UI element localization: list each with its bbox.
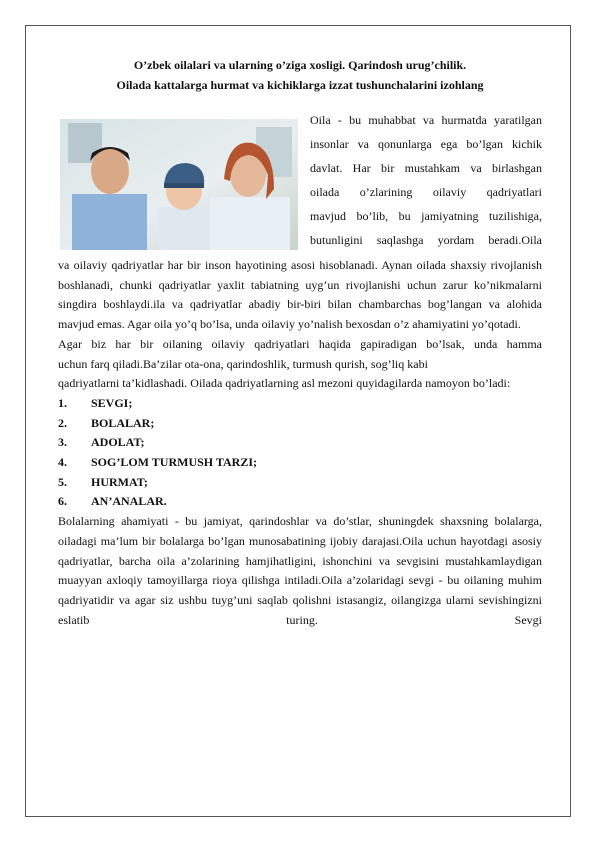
title-line-2: Oilada kattalarga hurmat va kichiklarga izzat tushunchalarini izohlang bbox=[116, 78, 484, 92]
list-item bbox=[58, 394, 542, 414]
list-item bbox=[58, 473, 542, 493]
list-text: SOG’LOM TURMUSH TARZI; bbox=[91, 455, 258, 470]
paragraph-2-line-1: Agar biz har bir oilaning oilaviy qadriyatlari haqida gapiradigan bo’lsak, unda hamma bbox=[58, 336, 542, 351]
list-number: 6. bbox=[58, 494, 67, 509]
list-item bbox=[58, 414, 542, 434]
paragraph-3: Bolalarning ahamiyati - bu jamiyat, qarindoshlar va do’stlar, shuningdek shaxsning bolalarga, oiladagi ma’lum bir bolalarga bo’lgan munosabatining ijobiy darajasi.Oila uchun hayotdagi asosiy qadriyatlar, barcha oila a’zolarining hamjihatligini, ishonchini va sevgisini mustahkamlaydigan muayyan axloqiy tamoyillarga rioya qilishga intiladi.Oila a’zolaridagi sevgi - bu oilaning muhim qadriyatidir va agar siz ushbu tuyg’uni saqlab qolishni istasangiz, oilangizga ularni sevishingizni eslatib turing. Sevgi bbox=[58, 514, 542, 627]
list-item bbox=[58, 453, 542, 473]
list-number: 2. bbox=[58, 415, 67, 430]
intro-line-2: insonlar va qonunlarga ega bo’lgan kichik bbox=[310, 137, 542, 151]
list-text: AN’ANALAR. bbox=[91, 494, 167, 509]
paragraph-2-rest: qadriyatlarni ta’kidlashadi. Oilada qadriyatlarning asl mezoni quyidagilarda namoyon bo’ladi: bbox=[58, 376, 511, 391]
list-item bbox=[58, 433, 542, 453]
paragraph-1: va oilaviy qadriyatlar har bir inson hayotining asosi hisoblanadi. Aynan oilada shaxsiy rivojlanish boshlanadi, chunki qadriyatlar yaxlit tabiatning uyg’un rivojlanishi uchun zarur ko’nikmalarni singdira boshlaydi.ila va qadriyatlar abadiy bir-biri bilan chambarchas bog’langan va alohida mavjud emas. Agar oila yo’q bo’lsa, unda oilaviy yo’nalish bexosdan o’z ahamiyatini yo’qotadi. bbox=[58, 258, 542, 332]
intro-line-4: oilada o’zlarining oilaviy qadriyatlari bbox=[310, 185, 542, 199]
document-body bbox=[58, 55, 542, 630]
intro-figure-row bbox=[58, 111, 542, 256]
list-text: HURMAT; bbox=[91, 474, 148, 489]
paragraph-2-line-2: uchun farq qiladi.Ba’zilar ota-ona, qarindoshlik, turmush qurish, sog’liq kabi bbox=[58, 356, 428, 371]
intro-line-3: davlat. Har bir mustahkam va birlashgan bbox=[310, 161, 542, 175]
title-line-1: O’zbek oilalari va ularning o’ziga xosligi. Qarindosh urug’chilik. bbox=[133, 58, 467, 72]
list-item bbox=[58, 492, 542, 512]
list-number: 5. bbox=[58, 474, 67, 489]
values-list bbox=[58, 394, 542, 512]
intro-line-6: butunligini saqlashga yordam beradi.Oila bbox=[310, 233, 542, 247]
list-number: 1. bbox=[58, 395, 67, 410]
family-photo bbox=[60, 119, 298, 250]
list-number: 3. bbox=[58, 435, 67, 450]
list-number: 4. bbox=[58, 455, 67, 470]
list-text: ADOLAT; bbox=[91, 435, 145, 450]
list-text: SEVGI; bbox=[91, 395, 133, 410]
list-text: BOLALAR; bbox=[91, 415, 155, 430]
intro-line-1: Oila - bu muhabbat va hurmatda yaratilgan bbox=[310, 113, 542, 127]
intro-line-5: mavjud bo’lib, bu jamiyatning tuzilishiga, bbox=[310, 209, 542, 223]
